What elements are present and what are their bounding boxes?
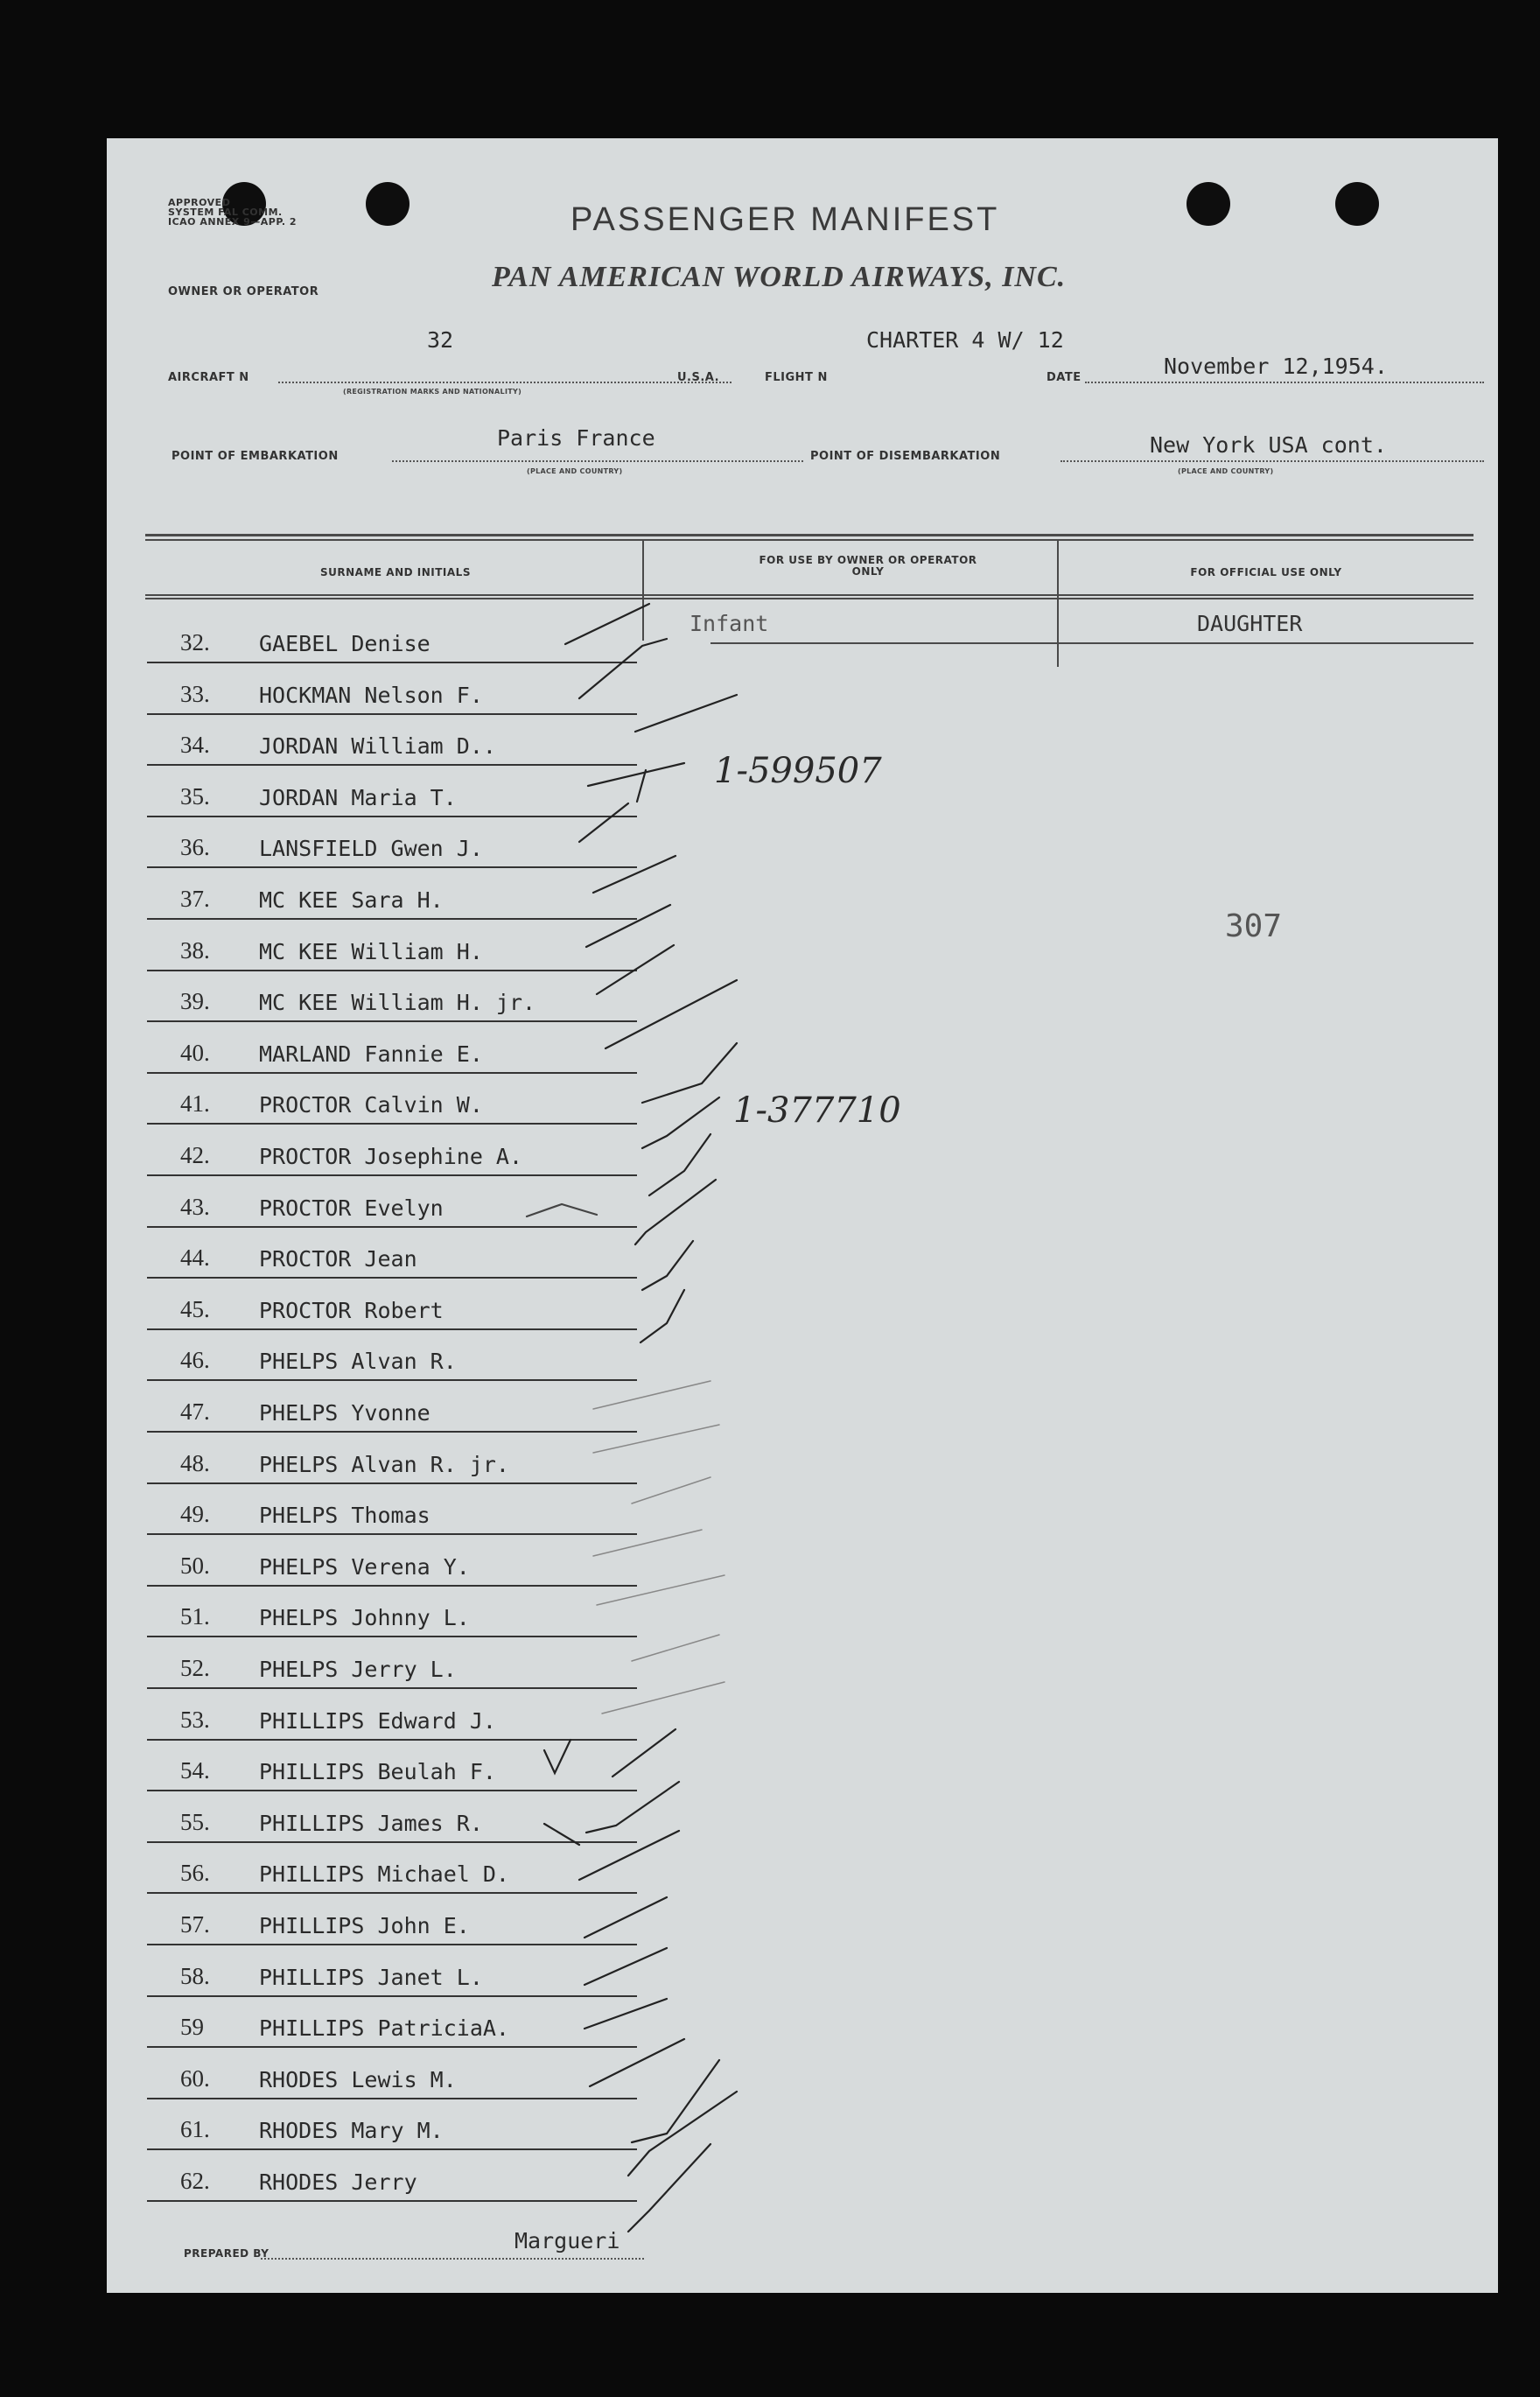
passenger-name: PHELPS Thomas: [259, 1503, 430, 1529]
handwritten-note-2: 1-377710: [733, 1090, 901, 1131]
passenger-name: PROCTOR Jean: [259, 1246, 417, 1272]
passenger-name: PHELPS Yvonne: [259, 1400, 430, 1426]
faint-stamp-number: 307: [1225, 908, 1283, 944]
place-caption: (PLACE AND COUNTRY): [527, 467, 623, 475]
passenger-name: MC KEE Sara H.: [259, 887, 444, 913]
passenger-number: 37.: [180, 886, 210, 912]
passenger-name: JORDAN Maria T.: [259, 784, 457, 810]
passenger-number: 45.: [180, 1295, 210, 1322]
official-use-note: DAUGHTER: [1197, 611, 1303, 636]
passenger-number: 46.: [180, 1347, 210, 1374]
passenger-name: RHODES Jerry: [259, 2169, 417, 2195]
passenger-name: PHELPS Johnny L.: [259, 1605, 470, 1631]
passenger-name: PHILLIPS PatriciaA.: [259, 2015, 509, 2042]
passenger-name: PHELPS Verena Y.: [259, 1553, 470, 1580]
handwritten-check-marks: [107, 138, 1498, 2293]
column-surname: SURNAME AND INITIALS: [320, 566, 471, 578]
handwritten-note-1: 1-599507: [714, 751, 882, 791]
date-value: November 12,1954.: [1164, 354, 1388, 379]
owner-label: OWNER OR OPERATOR: [168, 285, 319, 298]
passenger-number: 48.: [180, 1449, 210, 1476]
passenger-name: PHILLIPS Janet L.: [259, 1964, 483, 1990]
passenger-name: PHELPS Alvan R. jr.: [259, 1451, 509, 1477]
passenger-number: 58.: [180, 1962, 210, 1989]
disembarkation-value: New York USA cont.: [1150, 432, 1387, 458]
prepared-by-value: Margueri: [514, 2228, 620, 2253]
passenger-number: 55.: [180, 1808, 210, 1835]
column-owner-use: FOR USE BY OWNER OR OPERATOR ONLY: [759, 554, 977, 578]
page-title: PASSENGER MANIFEST: [570, 201, 1000, 238]
passenger-number: 62.: [180, 2168, 210, 2194]
passenger-name: PHELPS Jerry L.: [259, 1657, 457, 1682]
passenger-number: 52.: [180, 1655, 210, 1681]
passenger-number: 36.: [180, 834, 210, 861]
passenger-name: HOCKMAN Nelson F.: [259, 682, 483, 708]
passenger-number: 53.: [180, 1706, 210, 1733]
passenger-number: 56.: [180, 1860, 210, 1887]
passenger-number: 42.: [180, 1142, 210, 1168]
passenger-number: 49.: [180, 1501, 210, 1528]
embarkation-label: POINT OF EMBARKATION: [172, 450, 339, 463]
column-official-use: FOR OFFICIAL USE ONLY: [1190, 566, 1342, 578]
passenger-number: 47.: [180, 1398, 210, 1425]
passenger-name: MARLAND Fannie E.: [259, 1041, 483, 1067]
passenger-number: 34.: [180, 732, 210, 759]
passenger-name: PHILLIPS James R.: [259, 1810, 483, 1836]
passenger-name: PHILLIPS John E.: [259, 1913, 470, 1938]
passenger-number: 41.: [180, 1090, 210, 1118]
form-approval: APPROVED SYSTEM FAL COMM. ICAO ANNEX 9—APP. 2: [168, 197, 298, 228]
embarkation-value: Paris France: [497, 425, 655, 451]
passenger-number: 50.: [180, 1552, 210, 1579]
date-label: DATE: [1046, 371, 1082, 384]
passenger-name: PHILLIPS Michael D.: [259, 1861, 509, 1888]
passenger-number: 60.: [180, 2064, 210, 2092]
passenger-number: 40.: [180, 1039, 210, 1066]
passenger-number: 59: [180, 2014, 204, 2041]
passenger-number: 51.: [180, 1603, 210, 1630]
passenger-name: PHILLIPS Edward J.: [259, 1707, 496, 1734]
passenger-name: PHELPS Alvan R.: [259, 1349, 457, 1375]
manifest-page: [107, 138, 1498, 2293]
nationality: U.S.A.: [677, 371, 720, 384]
passenger-name: MC KEE William H.: [259, 938, 483, 964]
passenger-name: PROCTOR Josephine A.: [259, 1144, 523, 1169]
passenger-name: PHILLIPS Beulah F.: [259, 1759, 496, 1785]
passenger-name: PROCTOR Calvin W.: [259, 1092, 483, 1118]
disembarkation-label: POINT OF DISEMBARKATION: [810, 450, 1001, 463]
passenger-number: 57.: [180, 1911, 210, 1938]
airline-name: PAN AMERICAN WORLD AIRWAYS, INC.: [492, 261, 1067, 293]
flight-value: CHARTER 4 W/ 12: [866, 327, 1064, 353]
passenger-number: 38.: [180, 936, 210, 964]
passenger-number: 33.: [180, 680, 210, 707]
passenger-number: 61.: [180, 2116, 210, 2143]
passenger-number: 39.: [180, 988, 210, 1015]
passenger-name: LANSFIELD Gwen J.: [259, 836, 483, 862]
passenger-number: 43.: [180, 1193, 210, 1220]
passenger-number: 32.: [180, 629, 210, 655]
prepared-label: PREPARED BY: [184, 2247, 270, 2260]
flight-label: FLIGHT N: [765, 371, 828, 384]
place-caption: (PLACE AND COUNTRY): [1178, 467, 1274, 475]
passenger-name: MC KEE William H. jr.: [259, 990, 536, 1016]
aircraft-label: AIRCRAFT N: [168, 371, 249, 384]
passenger-name: PROCTOR Evelyn: [259, 1195, 444, 1221]
owner-use-note: Infant: [690, 611, 769, 636]
passenger-name: JORDAN William D..: [259, 733, 496, 760]
passenger-number: 44.: [180, 1244, 210, 1272]
passenger-name: GAEBEL Denise: [259, 631, 430, 656]
passenger-name: PROCTOR Robert: [259, 1297, 444, 1323]
registration-caption: (REGISTRATION MARKS AND NATIONALITY): [343, 388, 522, 396]
aircraft-value: 32: [427, 327, 454, 353]
passenger-number: 35.: [180, 782, 210, 810]
passenger-name: RHODES Mary M.: [259, 2118, 444, 2144]
passenger-name: RHODES Lewis M.: [259, 2066, 457, 2092]
passenger-number: 54.: [180, 1757, 210, 1784]
